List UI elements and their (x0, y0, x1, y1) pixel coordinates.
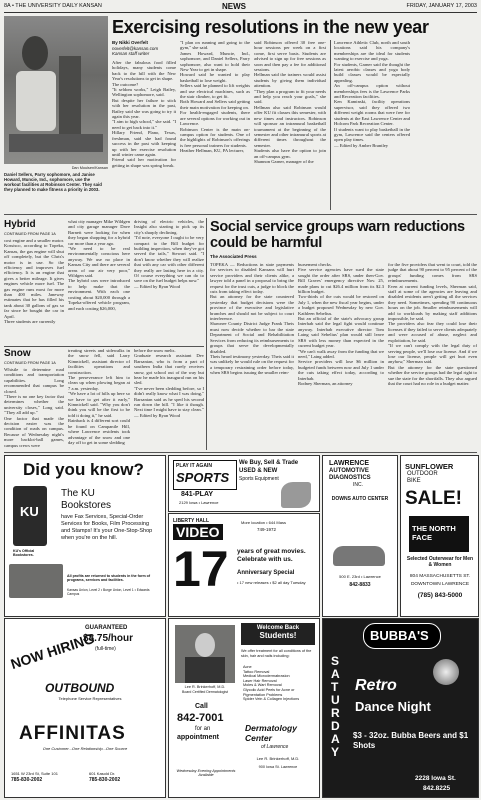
automotive: AUTOMOTIVE (329, 468, 369, 474)
bookstores: Bookstores (61, 500, 112, 511)
ku-fine-print: All profits are returned to students in the form of programs, services and facilities. (67, 574, 151, 583)
bubbas-logo (363, 623, 441, 649)
saturday-vertical (331, 655, 345, 759)
exercise-photo (4, 16, 108, 164)
appointment: appointment (177, 734, 219, 741)
affinitas: AFFINITAS (19, 723, 126, 744)
ku-bookstores-ad (4, 455, 166, 617)
video-word: VIDEO (173, 524, 223, 540)
page-header (4, 2, 477, 13)
hiring-ad (4, 618, 166, 798)
sports-equipment: Sports Equipment (239, 476, 279, 482)
lawrence-address: 500 E. 23rd • Lawrence (339, 574, 381, 579)
hybrid-col-1: cost engine and a smaller motor. Kossisco, according to Topeka, Kansas, the gas engine will shut off completely, but the Chris's motor is in use. So the efficiency and improves fuel efficiency. It is an engine that gives a better mileage. It gives engines vehicle more fuel. The gas engine runs most for more than 400 miles. Janeway estimates that he has filled his tank about 30 gallons of gas so far since he bought the car in April. Three students are currently (4, 238, 64, 325)
derm-doctor: Lee R. Brinkerhoff, M.D. (256, 756, 300, 761)
issue-date: FRIDAY, JANUARY 17, 2003 (406, 3, 477, 9)
derm-item: Laser Hair Removal (243, 678, 277, 683)
hourly-wage: $8.75/hour (83, 633, 134, 644)
sunflower-sale: SALE! (405, 488, 462, 509)
ku-seal-text: KU (20, 504, 39, 519)
top-headline: Exercising resolutions in the new year (112, 17, 429, 37)
sunflower-ad (400, 455, 479, 617)
top-story-col-2: "I plan on running and going to the gym," she said. James Howard, Muncie, Ind., sophomore, and Daniel Sellers, Parry sophomore, also want to hold their New Year to get in shape. Howard said he wanted to play basketball to lose weight. Sellers said he planned to lift weights and use electrical machines, such as the stair climber, to get fit. Both Howard and Sellers said getting their main motivation for keeping on. For health-engaged students, there are several options for working out in Lawrence. Robinson Center is the main on-campus option for students. One of the highlights of Robinson's offerings is free personal trainers for students. Heather Hellman, KU, PA lecturer, (180, 40, 250, 154)
sunflower-city: DOWNTOWN LAWRENCE (410, 582, 470, 587)
hybrid-col-3: driving of electric vehicles, the Insight also starting to pick up its city's sharply declining. "I'd note, everyone I ought to be very compact to the Bill budget for building inspection, when they've got served the tails," Stewart said. "I don't know whether they will realize that with any car with other different they really are lasting here in a city. Of course everything we can do to save on the fuel budget helps now." — Edited by Ryan Wood (134, 219, 204, 289)
hiring-phone-2: 785-830-2002 (89, 777, 121, 783)
now-hiring: NOW HIRING (8, 629, 97, 673)
used-new: USED & NEW (239, 468, 278, 474)
bubbas-name: BUBBA'S (370, 628, 429, 643)
derm-item: Acne (243, 665, 252, 669)
top-story-col-3: said Robinson offered 30 free one-hour sessions per week on a first come, first serve basis. Students are advised to sign up for free sessions as soon and then pay a fee for additional sessions. Hellman said the trainers would assist students by giving them individual attention. "They plan a program to fit your needs and help you reach your goals," she said. Hellman also said Robinson would offer KU fit classes this semester, with new times and instructors. Robinson will sponsor an intramural basketball tournament at the beginning of the semester and other intramural sports at different times throughout the semester. Students also have the option to join an off-campus gym. Shannon Garner, manager of the (254, 40, 326, 164)
retro-label: Retro (355, 677, 397, 694)
snow-col-3: before the snow melts. Graduate research assistant Dev Barsanian, who is from a part of southern India that rarely receives snow, got school out of the way but hear he made his inaugural run on his sled. "I've never been sledding before, so I didn't really know what I was doing," Barsanian said as he sped his second run down the hill. "I like it though. Next time I might have to stay clean." — Edited by Ryan Wood (134, 348, 204, 418)
sunflower-bike: BIKE (407, 478, 421, 484)
social-col-2: bursement checks. Five service agencies have sued the state sought the order after SRS, under then-Gov. Bill Graves' emergency directive Nov. 25, made plans to cut $26.4 million from its $2.3 billion budget. Two-thirds of the cuts would be restored on July 1, when the new fiscal year begins, under a budget proposed Wednesday by new Gov. Kathleen Sebelius. But an official of the state's advocacy group Interhab said the legal fight would continue anyway. Interhab executive director Tom Laing said Sebelius' plan would still leave SRS with less money than expected in the current budget year. "We can't walk away from the funding that we need," Laing added. Service providers will lose $6 million in budgeted funds between now and July 1 under the cuts taking effect today, according to Interhab. Rodney Sherman, an attorney (298, 262, 384, 386)
sports-logo (173, 460, 237, 490)
derm-of: of Lawrence (261, 744, 289, 750)
hiring-phone-1: 785-830-2002 (11, 777, 43, 783)
social-col-3: for the five providers that went to court, told the judge that about 90 percent to 95 percent of the groups' funding comes from SRS reimbursements. Even at current funding levels, Sherman said, staff at some of the agencies are leaving and disabled residents aren't getting all the services they need. Sometimes, spending 90 continuous hours on the job. Smaller reimbursements will add to workloads by making staff additions impossible, he said. The providers also fear they could lose their licenses if they failed to serve clients adequately and were accused of abuse, neglect and exploitation, he said. "If we can't comply with the legal duty of serving people, we'll lose our license. And if we lose our license, people will get hurt even anyhow," Sherman said. But the attorney for the state questioned whether the service groups had the legal right to sue the state for the shortfalls. They also argued that the court had no role in a budget matter. (388, 262, 477, 386)
inc: INC. (353, 482, 363, 488)
sports-phone: 841-PLAY (181, 491, 214, 498)
liberty-hall-ad (168, 513, 320, 617)
derm-item: Tattoo Removal (243, 669, 270, 674)
hybrid-divider (4, 346, 204, 347)
north-face-text: THE NORTH FACE (412, 524, 456, 542)
sunflower-phone: (785) 843-5000 (417, 592, 463, 599)
sports-word: SPORTS (176, 470, 230, 485)
liberty-more: More location • 644 Mass (241, 520, 286, 525)
call-label: Call (195, 703, 208, 710)
dermatology-ad (168, 618, 320, 798)
welcome-back: Welcome Back (256, 625, 300, 631)
welcome-students: Students! (259, 631, 297, 640)
derm-phone: 842-7001 (177, 712, 224, 724)
bubbas-deal: $3 - 32oz. Bubba Beers and $1 Shots (353, 731, 469, 750)
photo-caption: Daniel Sellers, Parry sophomore, and Janise Howard, Muncie, Ind., sophomore, use the workout facilities at Robinson Center. They said they planned to make fitness a priority in 2003. (4, 172, 102, 192)
liberty-hall: LIBERTY HALL (173, 518, 210, 524)
disco-ball-icon (433, 659, 459, 685)
did-you-know: Did you know? (23, 460, 144, 479)
hybrid-continued: CONTINUED FROM PAGE 1A (4, 232, 56, 236)
students-photo (9, 564, 63, 598)
derm-item: Medical Microdermabrasion (243, 674, 290, 679)
derm-item: Moles & Wart Removal (243, 683, 282, 688)
bubbas-phone: 842.8225 (423, 785, 451, 792)
seventeen: 17 (173, 541, 229, 597)
we-buy: We Buy, Sell & Trade (239, 460, 299, 466)
the-ku: The KU (61, 488, 95, 499)
snow-continued: CONTINUED FROM PAGE 1A (4, 361, 56, 365)
diagnostics: DIAGNOSTICS (329, 475, 371, 481)
section-title: NEWS (222, 2, 246, 11)
vertical-divider (206, 218, 207, 450)
hybrid-title: Hybrid (4, 219, 36, 230)
bubbas-ad (322, 618, 479, 798)
lawrence-name: LAWRENCE (329, 460, 370, 467)
derm-item: Glycolic Acid Peels for Acne or Pigmentation Problems (243, 687, 295, 697)
skater-icon (281, 482, 311, 508)
photo-credit: Dan Moulsen/Kansan (71, 166, 108, 170)
lawrence-phone: 842-8833 (349, 582, 371, 588)
snow-col-1: Whistle to determine road conditions and transportation capabilities. Long recommended that campus be closed. "There is no one key factor that determines whether the university closes," Long said. "They all add up." One factor that made the decision easier was the condition of roads on campus. Because of Wednesday night's more backlot-ball games, campus crews were (4, 367, 64, 448)
social-byline: The Associated Press (210, 254, 257, 259)
ku-address: Kansas Union, Level 2 • Burge Union, Level 1 • Edwards Campus (67, 588, 150, 596)
north-face-logo (409, 516, 469, 552)
snow-title: Snow (4, 348, 31, 359)
doctor-photo (175, 625, 235, 683)
liberty-tagline: years of great movies. Celebrate with us. (237, 548, 306, 563)
derm-center-top: Dermatology (245, 723, 297, 733)
derm-address: 900 Iowa St. Lawrence (258, 765, 298, 769)
hybrid-col-2: what city manager Mike Wildgen and city garage manager Dave Barnett were looking for when they began shopping for a hybrid car more than a year ago. "We need to be real environmentally conscious here anyway. We use no place in Kansas City and there are several areas of our air very poor," Wildgen said. The hybrid cars were introduced to help make that the environment. With each one costing about $20,000 through a Topeka-offered vehicle program, and each costing $26,000, (68, 219, 130, 311)
sunflower-selected: Selected Outerwear for Men & Women (406, 556, 474, 568)
social-col-1: TOPEKA — Reductions in state payments for services to disabled Kansans will hurt service providers and their clients alike, a lawyer told a panel in a proposal to bring the request for the trust cuts, a judge to block the cuts from taking effect today. But an attorney for the state countered yesterday that budget decisions were the province of the executive and legislative branches and should not be subject to court interference. Shawnee County District Judge Frank Theis must now decide whether to bar the state Department of Social and Rehabilitation Services from reducing its reimbursements to groups that serve the developmentally disabled. Theis heard testimony yesterday. Theis said it was unlikely he would rule on the request for a temporary restraining order before today, when SRS begins issuing the smaller reim- (210, 262, 294, 376)
welcome-box (241, 623, 315, 645)
top-story-col-4: Lawrence Athletic Club, north and south locations said his company's memberships are the ideal for students wanting to exercise and yoga. For students, Garner said the thought the latest aerobic classes and yoga body build classes would be especially appealing. An off-campus option without memberships fees is the Lawrence Parks and Recreation facilities. Ken Kaminski, facility operations supervisor, said they offered two different weight rooms that were free for students at the East Lawrence Center and Holcom Park Recreation Center. If students want to play basketball in the gym, Lawrence said the centers offered open play times. — Edited by Amber Brantley (334, 40, 410, 148)
liberty-phone: 749-1972 (257, 527, 277, 532)
play-it-again: PLAY IT AGAIN (176, 463, 212, 469)
ku-body: have Fax Services, Special-Order Services for Books, Film Processing and Stamps! It's your One-Stop-Shop when you're on the hill. (61, 514, 153, 541)
hiring-address-2: 601 Kasold Dr. (89, 771, 116, 776)
hiring-address-1: 1651 W 23rd St, Suite 101 (11, 771, 58, 776)
full-time: (full-time) (95, 646, 116, 652)
section-label: 8A • THE UNIVERSITY DAILY KANSAN (4, 3, 102, 9)
top-byline (112, 40, 176, 57)
derm-list (243, 665, 315, 702)
sunflower-address: 804 MASSACHUSETTS ST. (409, 574, 471, 579)
dance-night: Dance Night (355, 699, 431, 714)
column-rule (330, 40, 331, 210)
outbound-sub: Telephone Service Representatives (58, 696, 122, 701)
car-icon (333, 546, 385, 566)
top-story-col-1: After the fabulous food filled holidays, many students come back to the hill with the New Year's resolutions to get in shape. The outcome? "It seldom works," Leigh Bailey, Wellington sophomore, said. But despite her failure to stick with her resolution in the past, Bailey said she was going to try it again this year. "I aim to high school," she said. "I need to get back into it." Hillary Friend, Plano, Texas, freshman, said she had found success in the past with keeping up with her exercise resolution until winter came again. Friend said her motivation for getting in shape was spring break. (112, 60, 176, 168)
downs-auto: DOWNS AUTO CENTER (331, 496, 389, 502)
sunflower-outdoor: OUTDOOR (407, 471, 438, 477)
ku-official: KU's Official Bookstores. (13, 549, 35, 558)
affinitas-tagline: One Customer...One Relationship...One Source (42, 746, 128, 751)
derm-body: We offer treatment for all conditions of the skin, hair and nails including: (241, 649, 312, 658)
section-divider (4, 214, 477, 215)
derm-item: Spider Vein & Collagen Injections (243, 697, 300, 702)
sports-address: 2129 Iowa • Lawrence (179, 500, 219, 505)
saturday-text: SATURDAY (331, 654, 340, 759)
sports-ad (168, 455, 320, 512)
anniversary-special: Anniversary Special (237, 570, 295, 576)
guaranteed: GUARANTEED (85, 625, 128, 631)
bubbas-address: 2228 Iowa St. (415, 775, 456, 782)
byline-sub: noverfelt@kansan.com Kansan staff writer (112, 45, 159, 56)
social-headline: Social service groups warn reductions could be harmful (210, 219, 465, 251)
ku-seal-icon (13, 486, 47, 546)
outbound: OUTBOUND (45, 681, 115, 695)
liberty-fine: • 17 new releases • $2 all day Tuesday (237, 580, 306, 585)
ads-divider (4, 452, 477, 453)
snow-col-2: treating streets and sidewalks in the snow fell, said Larry Kimnickell, assistant director of facilities operations and construction. The perseverance left him to clean up when plowing began at 7 a.m. yesterday. "We have a lot of hills up here so we have to get after it early," Kimnickell said. "Why you don't think you will be the first to be told it doing it," he said. Rainback is 4 different sort could be found on Campanile Hill, where Lawrence residents took advantage of the snow and one day off to get in some sledding (68, 348, 130, 445)
sunflower-name: SUNFLOWER (405, 462, 454, 471)
for-an: for an (195, 726, 211, 732)
doctor-title: Board Certified Dermatologist (182, 690, 228, 694)
lawrence-automotive-ad (322, 455, 398, 617)
walk-in: Wednesday Evening Appointments Available (176, 769, 236, 777)
derm-center: Center (245, 733, 272, 743)
doctor-name: Lee R. Brinkerhoff, M.D. (184, 685, 226, 689)
byline-name: By Nikki Overfelt (112, 40, 149, 45)
